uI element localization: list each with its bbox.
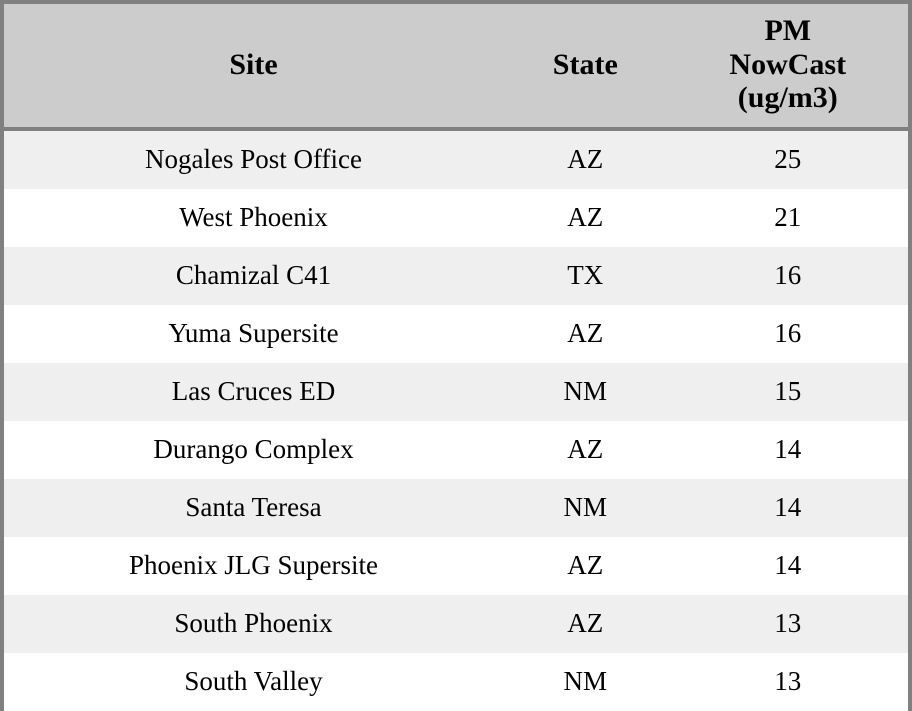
table-row xyxy=(4,247,908,305)
cell-site: Durango Complex xyxy=(153,434,354,465)
cell-state: AZ xyxy=(567,434,604,465)
cell-state: AZ xyxy=(567,550,604,581)
cell-pm: 13 xyxy=(774,666,802,697)
column-header-state xyxy=(503,4,668,129)
cell-site: Phoenix JLG Supersite xyxy=(129,550,378,581)
cell-pm: 14 xyxy=(774,550,802,581)
table-body xyxy=(4,129,908,711)
column-header-pm-line-2: NowCast xyxy=(729,47,847,81)
cell-pm: 14 xyxy=(774,492,802,523)
cell-site: Yuma Supersite xyxy=(168,318,339,349)
cell-site: Las Cruces ED xyxy=(171,376,336,407)
table-row xyxy=(4,129,908,189)
cell-site: West Phoenix xyxy=(179,202,328,233)
air-quality-table xyxy=(4,4,908,711)
cell-pm: 16 xyxy=(774,318,802,349)
column-header-site xyxy=(4,4,503,129)
table-row xyxy=(4,479,908,537)
column-header-site-line-1: Site xyxy=(229,47,278,81)
cell-state: NM xyxy=(563,376,608,407)
table-row xyxy=(4,363,908,421)
table-row xyxy=(4,595,908,653)
cell-pm: 21 xyxy=(774,202,802,233)
cell-state: NM xyxy=(563,666,608,697)
table-header-row xyxy=(4,4,908,129)
table-row xyxy=(4,537,908,595)
cell-site: Chamizal C41 xyxy=(175,260,332,291)
table-row xyxy=(4,653,908,711)
table-header xyxy=(4,4,908,129)
cell-pm: 13 xyxy=(774,608,802,639)
cell-state: TX xyxy=(567,260,604,291)
cell-site: South Phoenix xyxy=(174,608,333,639)
column-header-pm-nowcast xyxy=(668,4,908,129)
column-header-pm-line-3: (ug/m3) xyxy=(737,81,838,115)
cell-pm: 14 xyxy=(774,434,802,465)
cell-state: AZ xyxy=(567,608,604,639)
table-row xyxy=(4,305,908,363)
cell-pm: 16 xyxy=(774,260,802,291)
cell-state: NM xyxy=(563,492,608,523)
column-header-pm-line-1: PM xyxy=(764,14,812,47)
cell-pm: 25 xyxy=(774,144,802,175)
cell-site: Santa Teresa xyxy=(185,492,322,523)
cell-state: AZ xyxy=(567,318,604,349)
table-row xyxy=(4,189,908,247)
cell-pm: 15 xyxy=(774,376,802,407)
column-header-state-line-1: State xyxy=(552,47,618,81)
cell-state: AZ xyxy=(567,144,604,175)
table-row xyxy=(4,421,908,479)
cell-site: Nogales Post Office xyxy=(145,144,362,175)
cell-state: AZ xyxy=(567,202,604,233)
cell-site: South Valley xyxy=(184,666,323,697)
